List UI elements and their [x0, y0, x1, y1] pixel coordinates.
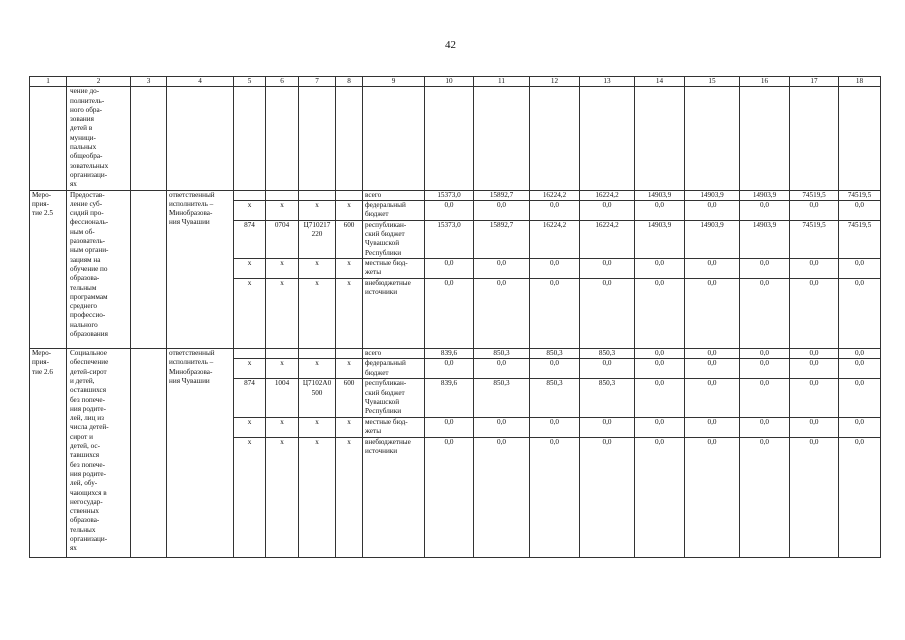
- cell-empty: [839, 87, 881, 190]
- value-cell: 850,3: [580, 379, 635, 417]
- text-line: образования: [70, 330, 108, 339]
- column-number-11: 11: [474, 77, 530, 87]
- cell-empty: [131, 349, 167, 557]
- value-cell: 0,0: [530, 359, 580, 379]
- budget-code-cell: x: [336, 200, 363, 220]
- value-cell: 0,0: [685, 437, 740, 557]
- text-line: тие 2.6: [32, 367, 53, 376]
- text-line: обеспечение: [70, 358, 109, 367]
- measure-name: [30, 349, 67, 557]
- measure-description: [67, 349, 131, 557]
- text-line: ский бюджет: [365, 388, 405, 397]
- budget-code-cell: x: [299, 259, 336, 279]
- budget-code-cell: x: [299, 279, 336, 349]
- budget-code-cell: Ц710217 220: [299, 220, 336, 258]
- text-line: лей, лиц из: [70, 414, 104, 423]
- value-cell: 0,0: [580, 279, 635, 349]
- value-cell: 0,0: [635, 349, 685, 359]
- column-number-18: 18: [839, 77, 881, 87]
- text-line: Республики: [365, 407, 402, 416]
- budget-code-cell: [234, 190, 266, 200]
- budget-code-cell: Ц7102А0 500: [299, 379, 336, 417]
- cell-empty: [685, 87, 740, 190]
- table-body: [30, 77, 881, 558]
- budget-table: [29, 76, 881, 558]
- column-number-4: 4: [167, 77, 234, 87]
- value-cell: 0,0: [685, 379, 740, 417]
- budget-code-cell: x: [266, 417, 299, 437]
- budget-code-cell: x: [234, 200, 266, 220]
- text-line: ным об-: [70, 227, 95, 236]
- value-cell: 0,0: [474, 259, 530, 279]
- value-cell: 0,0: [425, 200, 474, 220]
- value-cell: 0,0: [580, 200, 635, 220]
- measure-description: [67, 190, 131, 348]
- text-line: исполнитель –: [169, 199, 214, 208]
- budget-code-cell: x: [299, 437, 336, 557]
- text-line: зациям на: [70, 255, 101, 264]
- text-line: тельных: [70, 525, 96, 534]
- text-line: ным органи-: [70, 246, 109, 255]
- text-line: Минобразова-: [169, 367, 213, 376]
- text-line: ответственный: [169, 349, 215, 358]
- text-line: жеты: [365, 426, 382, 435]
- text-line: Социальное: [70, 349, 107, 358]
- text-line: ния родите-: [70, 469, 107, 478]
- value-cell: 0,0: [839, 359, 881, 379]
- text-line: чение до-: [70, 87, 100, 96]
- text-line: зовательных: [70, 161, 109, 170]
- value-cell: 0,0: [530, 200, 580, 220]
- text-line: Республики: [365, 248, 402, 257]
- text-line: Предостав-: [70, 190, 105, 199]
- budget-code-cell: x: [266, 279, 299, 349]
- budget-code-cell: [336, 349, 363, 359]
- value-cell: 16224,2: [580, 220, 635, 258]
- cell-empty: [131, 190, 167, 348]
- text-line: без попече-: [70, 395, 105, 404]
- text-line: тие 2.5: [32, 209, 53, 218]
- value-cell: 0,0: [474, 359, 530, 379]
- value-cell: 0,0: [635, 379, 685, 417]
- column-number-3: 3: [131, 77, 167, 87]
- text-line: зования: [70, 115, 94, 124]
- value-cell: 0,0: [530, 417, 580, 437]
- text-line: ях: [70, 544, 77, 553]
- value-cell: 0,0: [425, 279, 474, 349]
- text-line: Меро-: [32, 190, 52, 199]
- text-line: Меро-: [32, 349, 52, 358]
- funding-source: [363, 259, 425, 279]
- text-line: федеральный: [365, 200, 406, 209]
- budget-code-cell: 600: [336, 379, 363, 417]
- funding-source: [363, 437, 425, 557]
- text-line: обучение по: [70, 264, 108, 273]
- column-number-15: 15: [685, 77, 740, 87]
- text-line: Минобразова-: [169, 209, 213, 218]
- text-line: организаци-: [70, 534, 108, 543]
- value-cell: 0,0: [790, 200, 839, 220]
- value-cell: 0,0: [740, 417, 790, 437]
- funding-source: [363, 200, 425, 220]
- column-number-6: 6: [266, 77, 299, 87]
- cell-empty: [167, 87, 234, 190]
- budget-code-cell: x: [266, 259, 299, 279]
- value-cell: 14903,9: [740, 190, 790, 200]
- value-cell: 0,0: [839, 379, 881, 417]
- text-line: негосудар-: [70, 497, 103, 506]
- value-cell: 74519,5: [839, 190, 881, 200]
- text-line: среднего: [70, 302, 97, 311]
- measure-description-continued: [67, 87, 131, 190]
- funding-source: [363, 417, 425, 437]
- budget-code-cell: 0704: [266, 220, 299, 258]
- value-cell: 14903,9: [685, 220, 740, 258]
- text-line: сидий про-: [70, 209, 104, 218]
- value-cell: 0,0: [685, 417, 740, 437]
- text-line: всего: [365, 190, 382, 199]
- cell-empty: [425, 87, 474, 190]
- budget-code-cell: x: [234, 359, 266, 379]
- value-cell: 0,0: [635, 417, 685, 437]
- value-cell: 0,0: [530, 437, 580, 557]
- value-cell: 0,0: [839, 279, 881, 349]
- cell-empty: [790, 87, 839, 190]
- budget-code-cell: 874: [234, 220, 266, 258]
- budget-code-cell: x: [299, 200, 336, 220]
- text-line: пальных: [70, 143, 97, 152]
- value-cell: 0,0: [839, 437, 881, 557]
- value-cell: 74519,5: [790, 220, 839, 258]
- value-cell: 0,0: [685, 200, 740, 220]
- value-cell: 15373,0: [425, 190, 474, 200]
- text-line: организаци-: [70, 170, 108, 179]
- budget-code-cell: x: [234, 417, 266, 437]
- text-line: разователь-: [70, 237, 106, 246]
- text-line: детей-сирот: [70, 367, 107, 376]
- value-cell: 14903,9: [635, 220, 685, 258]
- text-line: исполнитель –: [169, 358, 214, 367]
- text-line: ответственный: [169, 190, 215, 199]
- budget-code-cell: [234, 349, 266, 359]
- text-line: общеобра-: [70, 152, 103, 161]
- continuation-row: [30, 87, 881, 190]
- value-cell: 0,0: [740, 379, 790, 417]
- column-number-row: [30, 77, 881, 87]
- text-line: бюджет: [365, 368, 389, 377]
- value-cell: 0,0: [474, 417, 530, 437]
- cell-empty: [740, 87, 790, 190]
- value-cell: 0,0: [425, 437, 474, 557]
- budget-code-cell: x: [336, 279, 363, 349]
- budget-code-cell: x: [299, 359, 336, 379]
- value-cell: 839,6: [425, 379, 474, 417]
- value-cell: 16224,2: [580, 190, 635, 200]
- value-cell: 0,0: [635, 200, 685, 220]
- value-cell: 0,0: [685, 259, 740, 279]
- budget-code-cell: x: [336, 359, 363, 379]
- text-line: чающихся в: [70, 488, 107, 497]
- text-line: прия-: [32, 358, 49, 367]
- column-number-1: 1: [30, 77, 67, 87]
- funding-source: [363, 349, 425, 359]
- column-number-17: 17: [790, 77, 839, 87]
- value-cell: 0,0: [740, 279, 790, 349]
- value-cell: 0,0: [425, 259, 474, 279]
- value-cell: 0,0: [474, 279, 530, 349]
- value-cell: 74519,5: [839, 220, 881, 258]
- column-number-7: 7: [299, 77, 336, 87]
- column-number-12: 12: [530, 77, 580, 87]
- value-cell: 0,0: [530, 279, 580, 349]
- value-cell: 0,0: [790, 359, 839, 379]
- budget-code-cell: [299, 349, 336, 359]
- text-line: бюджет: [365, 210, 389, 219]
- text-line: местные бюд-: [365, 417, 408, 426]
- cell-empty: [266, 87, 299, 190]
- value-cell: 16224,2: [530, 190, 580, 200]
- budget-code-cell: [266, 349, 299, 359]
- value-cell: 0,0: [474, 200, 530, 220]
- funding-source: [363, 379, 425, 417]
- value-cell: 0,0: [685, 359, 740, 379]
- budget-code-cell: 874: [234, 379, 266, 417]
- value-cell: 850,3: [580, 349, 635, 359]
- value-cell: 0,0: [580, 417, 635, 437]
- text-line: республикан-: [365, 220, 407, 229]
- cell-empty: [336, 87, 363, 190]
- cell-empty: [131, 87, 167, 190]
- value-cell: 0,0: [635, 259, 685, 279]
- budget-code-cell: x: [234, 279, 266, 349]
- text-line: детей в: [70, 124, 93, 133]
- value-cell: 0,0: [740, 437, 790, 557]
- value-cell: 14903,9: [635, 190, 685, 200]
- text-line: оставшихся: [70, 386, 107, 395]
- text-line: программам: [70, 292, 108, 301]
- value-cell: 0,0: [740, 349, 790, 359]
- value-cell: 0,0: [635, 359, 685, 379]
- value-cell: 0,0: [839, 200, 881, 220]
- column-number-13: 13: [580, 77, 635, 87]
- value-cell: 0,0: [580, 359, 635, 379]
- value-cell: 0,0: [425, 417, 474, 437]
- value-cell: 0,0: [839, 417, 881, 437]
- text-line: полнитель-: [70, 96, 105, 105]
- value-cell: 15892,7: [474, 190, 530, 200]
- text-line: ного обра-: [70, 105, 103, 114]
- value-cell: 0,0: [474, 437, 530, 557]
- value-cell: 850,3: [530, 379, 580, 417]
- budget-code-cell: [299, 190, 336, 200]
- cell-empty: [580, 87, 635, 190]
- text-line: ский бюджет: [365, 230, 405, 239]
- text-line: жеты: [365, 268, 382, 277]
- cell-empty: [530, 87, 580, 190]
- text-line: республикан-: [365, 379, 407, 388]
- text-line: всего: [365, 349, 382, 358]
- text-line: ния родите-: [70, 404, 107, 413]
- cell-empty: [30, 87, 67, 190]
- text-line: источники: [365, 288, 398, 297]
- value-cell: 16224,2: [530, 220, 580, 258]
- text-line: тавшихся: [70, 451, 100, 460]
- text-line: ния Чувашии: [169, 376, 210, 385]
- text-line: детей, ос-: [70, 442, 100, 451]
- text-line: профессио-: [70, 311, 106, 320]
- text-line: образова-: [70, 516, 100, 525]
- cell-empty: [299, 87, 336, 190]
- value-cell: 74519,5: [790, 190, 839, 200]
- text-line: федеральный: [365, 359, 406, 368]
- value-cell: 0,0: [740, 359, 790, 379]
- value-cell: 0,0: [740, 200, 790, 220]
- cell-empty: [363, 87, 425, 190]
- value-cell: 0,0: [790, 349, 839, 359]
- text-line: ния Чувашии: [169, 218, 210, 227]
- value-cell: 0,0: [790, 417, 839, 437]
- value-cell: 0,0: [635, 437, 685, 557]
- budget-code-cell: x: [266, 437, 299, 557]
- funding-source: [363, 190, 425, 200]
- budget-code-cell: 1004: [266, 379, 299, 417]
- page-number: 42: [445, 39, 456, 51]
- funding-source: [363, 359, 425, 379]
- text-line: нального: [70, 320, 98, 329]
- value-cell: 0,0: [530, 259, 580, 279]
- budget-code-cell: x: [234, 437, 266, 557]
- budget-code-cell: x: [266, 200, 299, 220]
- value-cell: 0,0: [685, 279, 740, 349]
- budget-code-cell: x: [336, 437, 363, 557]
- text-line: внебюджетные: [365, 437, 411, 446]
- funding-source: [363, 220, 425, 258]
- value-cell: 0,0: [685, 349, 740, 359]
- measure-name: [30, 190, 67, 348]
- value-cell: 850,3: [474, 349, 530, 359]
- text-line: Чувашской: [365, 397, 400, 406]
- value-cell: 0,0: [580, 259, 635, 279]
- value-cell: 850,3: [474, 379, 530, 417]
- text-line: тельным: [70, 283, 97, 292]
- value-cell: 0,0: [839, 349, 881, 359]
- value-cell: 850,3: [530, 349, 580, 359]
- budget-code-cell: x: [234, 259, 266, 279]
- value-cell: 0,0: [839, 259, 881, 279]
- column-number-8: 8: [336, 77, 363, 87]
- budget-code-cell: 600: [336, 220, 363, 258]
- budget-code-cell: x: [336, 259, 363, 279]
- budget-code-cell: x: [336, 417, 363, 437]
- text-line: лей, обу-: [70, 479, 98, 488]
- cell-empty: [635, 87, 685, 190]
- budget-code-cell: [266, 190, 299, 200]
- text-line: числа детей-: [70, 423, 109, 432]
- text-line: образова-: [70, 274, 100, 283]
- text-line: ях: [70, 180, 77, 189]
- value-cell: 0,0: [425, 359, 474, 379]
- budget-code-cell: x: [299, 417, 336, 437]
- value-cell: 0,0: [740, 259, 790, 279]
- column-number-10: 10: [425, 77, 474, 87]
- value-cell: 0,0: [790, 279, 839, 349]
- text-line: прия-: [32, 199, 49, 208]
- value-cell: 0,0: [790, 379, 839, 417]
- text-line: и детей,: [70, 376, 95, 385]
- funding-source: [363, 279, 425, 349]
- funding-row: [30, 349, 881, 359]
- budget-code-cell: x: [266, 359, 299, 379]
- text-line: без попече-: [70, 460, 105, 469]
- value-cell: 15892,7: [474, 220, 530, 258]
- text-line: фессиональ-: [70, 218, 109, 227]
- column-number-5: 5: [234, 77, 266, 87]
- text-line: сирот и: [70, 432, 93, 441]
- column-number-2: 2: [67, 77, 131, 87]
- text-line: муници-: [70, 133, 96, 142]
- text-line: Чувашской: [365, 239, 400, 248]
- value-cell: 0,0: [635, 279, 685, 349]
- value-cell: 14903,9: [740, 220, 790, 258]
- value-cell: 839,6: [425, 349, 474, 359]
- value-cell: 0,0: [790, 437, 839, 557]
- text-line: источники: [365, 446, 398, 455]
- column-number-9: 9: [363, 77, 425, 87]
- text-line: внебюджетные: [365, 279, 411, 288]
- column-number-16: 16: [740, 77, 790, 87]
- value-cell: 0,0: [790, 259, 839, 279]
- cell-empty: [474, 87, 530, 190]
- value-cell: 14903,9: [685, 190, 740, 200]
- text-line: местные бюд-: [365, 259, 408, 268]
- value-cell: 0,0: [580, 437, 635, 557]
- executor: [167, 190, 234, 348]
- cell-empty: [234, 87, 266, 190]
- funding-row: [30, 190, 881, 200]
- text-line: ственных: [70, 507, 99, 516]
- text-line: ление суб-: [70, 199, 103, 208]
- budget-code-cell: [336, 190, 363, 200]
- value-cell: 15373,0: [425, 220, 474, 258]
- column-number-14: 14: [635, 77, 685, 87]
- executor: [167, 349, 234, 557]
